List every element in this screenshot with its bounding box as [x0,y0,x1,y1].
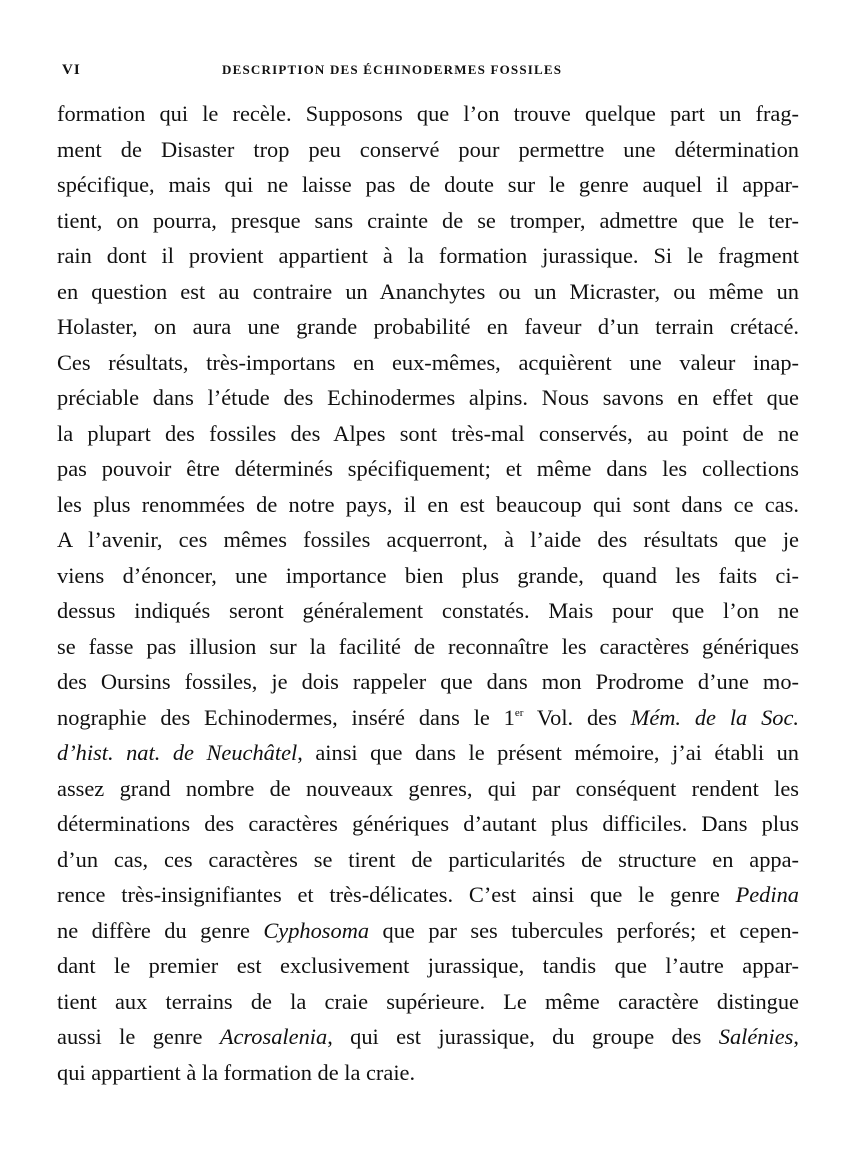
text-line: qui appartient à la formation de la craie. [57,1059,416,1085]
superscript-ordinal: er [514,706,524,719]
text-line: assez grand nombre de nouveaux genres, qui par conséquent rendent les [57,775,799,801]
running-head [62,62,796,84]
page-number: VI [62,62,81,78]
text-line: Holaster, on aura une grande probabilité en faveur d’un terrain crétacé. [57,314,799,339]
text-line: déterminations des caractères génériques d’autant plus difficiles. Dans plus [57,811,799,836]
italic-genus: Acrosalenia [219,1024,328,1049]
text-line: aussi le genre Acrosalenia, qui est jurassique, du groupe des Salénies, [57,1024,799,1049]
text-line: rence très-insignifiantes et très-délicates. C’est ainsi que le genre Pedina [57,882,799,907]
text-line: viens d’énoncer, une importance bien plus grande, quand les faits ci- [57,562,799,588]
text-line: la plupart des fossiles des Alpes sont très-mal conservés, au point de ne [57,420,799,446]
text-line: d’hist. nat. de Neuchâtel, ainsi que dans le présent mémoire, j’ai établi un [57,740,799,765]
text-line: A l’avenir, ces mêmes fossiles acquerront, à l’aide des résultats que je [57,527,799,552]
text-line: tient, on pourra, presque sans crainte de se tromper, admettre que le ter- [57,207,799,233]
text-line: ment de Disaster trop peu conservé pour permettre une détermination [57,136,799,162]
italic-reference: Mém. de la Soc. [630,704,799,730]
text-line: Ces résultats, très-importans en eux-mêmes, acquièrent une valeur inap- [57,349,799,375]
text-line: se fasse pas illusion sur la facilité de reconnaître les caractères génériques [57,633,799,659]
body-paragraph [57,96,799,1090]
text-line: d’un cas, ces caractères se tirent de particularités de structure en appa- [57,846,799,872]
text-line: en question est au contraire un Ananchytes ou un Micraster, ou même un [57,278,799,304]
text-line: dant le premier est exclusivement jurassique, tandis que l’autre appar- [57,953,799,978]
text-line: nographie des Echinodermes, inséré dans le 1er Vol. des Mém. de la Soc. [57,704,799,730]
italic-genus: Salénies [718,1024,794,1049]
text-line: des Oursins fossiles, je dois rappeler que dans mon Prodrome d’une mo- [57,669,799,694]
running-title: DESCRIPTION DES ÉCHINODERMES FOSSILES [222,62,563,77]
italic-genus: Cyphosoma [263,917,370,943]
text-line: dessus indiqués seront généralement constatés. Mais pour que l’on ne [57,598,799,623]
italic-genus: Pedina [735,882,799,907]
text-line: rain dont il provient appartient à la formation jurassique. Si le fragment [57,243,799,268]
text-line: préciable dans l’étude des Echinodermes alpins. Nous savons en effet que [57,385,799,410]
text-line: ne diffère du genre Cyphosoma que par ses tubercules perforés; et cepen- [57,917,799,943]
text-line: les plus renommées de notre pays, il en est beaucoup qui sont dans ce cas. [57,491,799,517]
text-line: spécifique, mais qui ne laisse pas de doute sur le genre auquel il appar- [57,172,799,197]
italic-reference: d’hist. nat. de Neuchâtel [57,740,298,765]
text-line: pas pouvoir être déterminés spécifiquement; et même dans les collections [57,456,799,481]
text-line: tient aux terrains de la craie supérieure. Le même caractère distingue [57,988,799,1014]
text-line: formation qui le recèle. Supposons que l’on trouve quelque part un frag- [57,101,799,126]
